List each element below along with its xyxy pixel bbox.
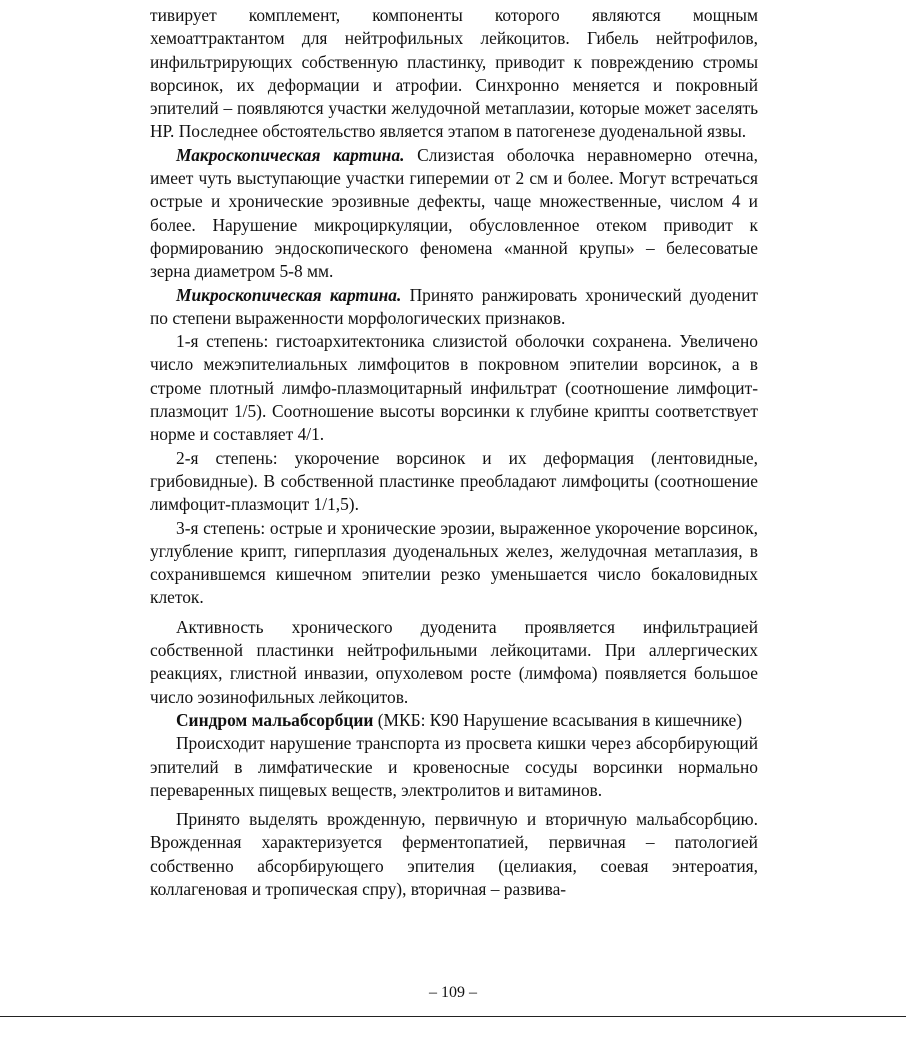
paragraph-pathogenesis: тивирует комплемент, компоненты которого являются мощным хемоаттрактантом для нейтрофильных лейкоцитов. Гибель нейтрофилов, инфильтрирующих собственную пластинку, приводит к повреждению стромы ворсинок, их деформации и атрофии. Синхронно меняется и покровный эпителий – появляются участки желудочной метаплазии, которые может заселять НР. Последнее обстоятельство является этапом в патогенезе дуоденальной язвы. <box>150 5 758 142</box>
paragraph-grade-3: 3-я степень: острые и хронические эрозии, выраженное укорочение ворсинок, углубление крипт, гиперплазия дуоденальных желез, желудочная метаплазия, в сохранившемся кишечном эпителии резко уменьшается число бокаловидных клеток. <box>150 517 758 608</box>
page-number: – 109 – <box>429 984 477 1001</box>
text-malabsorption-code: (МКБ: К90 Нарушение всасывания в кишечнике) <box>373 709 743 730</box>
page-body <box>150 4 758 901</box>
heading-microscopic: Микроскопическая картина. <box>176 284 402 305</box>
text-macroscopic: Слизистая оболочка неравномерно отечна, имеет чуть выступающие участки гиперемии от 2 см и более. Могут встречаться острые и хронические эрозивные дефекты, чаще множественные, числом 4 и более. Нарушение микроциркуляции, обусловленное отеком приводит к формированию эндоскопического феномена «манной крупы» – белесоватые зерна диаметром 5-8 мм. <box>150 144 759 282</box>
paragraph-grade-2: 2-я степень: укорочение ворсинок и их деформация (лентовидные, грибовидные). В собственной пластинке преобладают лимфоциты (соотношение лимфоцит-плазмоцит 1/1,5). <box>150 447 758 515</box>
paragraph-transport: Происходит нарушение транспорта из просвета кишки через абсорбирующий эпителий в лимфатические и кровеносные сосуды ворсинки нормально переваренных пищевых веществ, электролитов и витаминов. <box>150 733 758 800</box>
text-microscopic: Принято ранжировать хронический дуоденит по степени выраженности морфологических признаков. <box>150 284 758 328</box>
paragraph-activity: Активность хронического дуоденита проявляется инфильтрацией собственной пластинки нейтрофильными лейкоцитами. При аллергических реакциях, глистной инвазии, опухолевом росте (лимфома) появляется большое число эозинофильных лейкоцитов. <box>150 616 758 707</box>
paragraph-malabsorption-title <box>150 709 758 732</box>
paragraph-classification: Принято выделять врожденную, первичную и вторичную мальабсорбцию. Врожденная характеризуется ферментопатией, первичная – патологией собственно абсорбирующего эпителия (целиакия, соевая энтероатия, коллагеновая и тропическая спру), вторичная – развива- <box>150 809 758 899</box>
heading-malabsorption: Синдром мальабсорбции <box>176 709 374 730</box>
heading-macroscopic: Макроскопическая картина. <box>176 144 405 165</box>
paragraph-macroscopic <box>150 144 758 284</box>
paragraph-microscopic <box>150 284 758 331</box>
bottom-divider <box>0 1016 906 1017</box>
paragraph-grade-1: 1-я степень: гистоархитектоника слизистой оболочки сохранена. Увеличено число межэпителиальных лимфоцитов в покровном эпителии ворсинок, а в строме плотный лимфо-плазмоцитарный инфильтрат (соотношение лимфоцит-плазмоцит 1/5). Соотношение высоты ворсинки к глубине крипты соответствует норме и составляет 4/1. <box>150 331 758 445</box>
